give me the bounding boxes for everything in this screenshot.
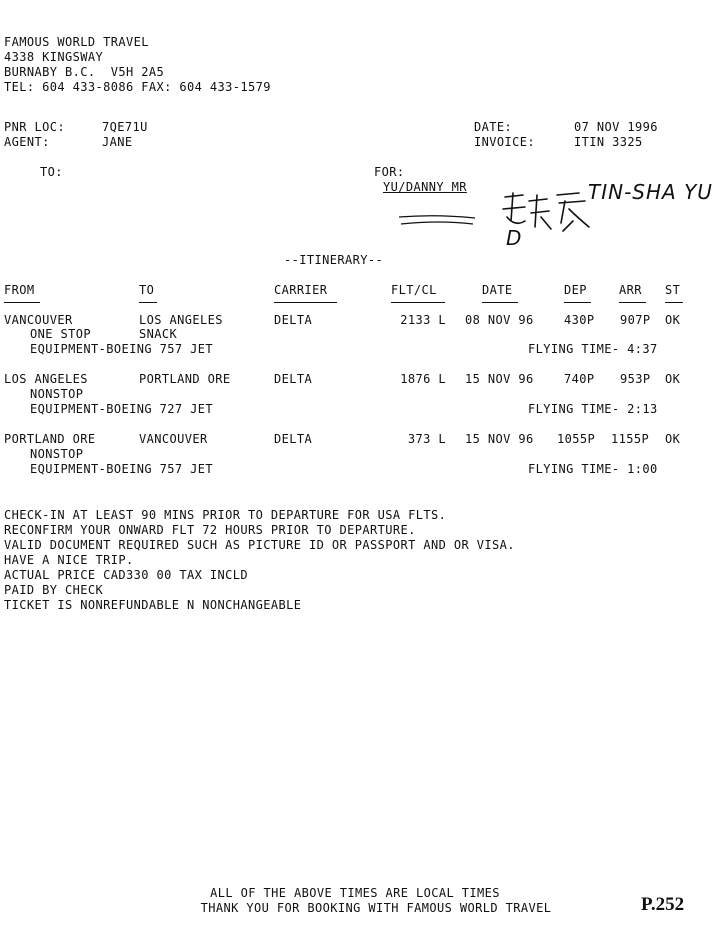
col-to: TO bbox=[139, 283, 155, 297]
col-from: FROM bbox=[4, 283, 35, 297]
segment-2-stops: NONSTOP bbox=[30, 387, 84, 401]
segment-3-status: OK bbox=[665, 432, 681, 446]
to-label: TO: bbox=[40, 165, 63, 179]
segment-1-from: VANCOUVER bbox=[4, 313, 73, 327]
remark-line: PAID BY CHECK bbox=[4, 583, 104, 597]
segment-1-flying-time: FLYING TIME- 4:37 bbox=[528, 342, 658, 356]
segment-1-to: LOS ANGELES bbox=[139, 313, 223, 327]
col-dep: DEP bbox=[564, 283, 587, 297]
remark-line: TICKET IS NONREFUNDABLE N NONCHANGEABLE bbox=[4, 598, 302, 612]
segment-2-date: 15 NOV 96 bbox=[465, 372, 534, 386]
remark-line: ACTUAL PRICE CAD330 00 TAX INCLD bbox=[4, 568, 248, 582]
segment-2-equipment: EQUIPMENT-BOEING 727 JET bbox=[30, 402, 213, 416]
invoice-value: ITIN 3325 bbox=[574, 135, 643, 149]
agent-label: AGENT: bbox=[4, 135, 50, 149]
handwritten-name: TIN-SHA YU bbox=[588, 180, 713, 204]
for-label: FOR: bbox=[374, 165, 405, 179]
segment-2-arr: 953P bbox=[620, 372, 651, 386]
col-carrier-rule bbox=[274, 302, 337, 303]
remark-line: CHECK-IN AT LEAST 90 MINS PRIOR TO DEPARTURE FOR USA FLTS. bbox=[4, 508, 447, 522]
col-carrier: CARRIER bbox=[274, 283, 328, 297]
segment-1-date: 08 NOV 96 bbox=[465, 313, 534, 327]
segment-1-equipment: EQUIPMENT-BOEING 757 JET bbox=[30, 342, 213, 356]
footer-local-times: ALL OF THE ABOVE TIMES ARE LOCAL TIMES bbox=[210, 886, 500, 900]
segment-1-status: OK bbox=[665, 313, 681, 327]
segment-1-meal: SNACK bbox=[139, 327, 178, 341]
segment-2-dep: 740P bbox=[564, 372, 595, 386]
col-from-rule bbox=[4, 302, 40, 303]
col-st: ST bbox=[665, 283, 681, 297]
remark-line: RECONFIRM YOUR ONWARD FLT 72 HOURS PRIOR TO DEPARTURE. bbox=[4, 523, 416, 537]
segment-1-dep: 430P bbox=[564, 313, 595, 327]
segment-3-from: PORTLAND ORE bbox=[4, 432, 96, 446]
agency-city: BURNABY B.C. V5H 2A5 bbox=[4, 65, 165, 79]
col-arr: ARR bbox=[619, 283, 642, 297]
itinerary-title: --ITINERARY-- bbox=[284, 253, 384, 267]
pnr-label: PNR LOC: bbox=[4, 120, 65, 134]
agency-phones: TEL: 604 433-8086 FAX: 604 433-1579 bbox=[4, 80, 271, 94]
col-date: DATE bbox=[482, 283, 513, 297]
segment-2-carrier: DELTA bbox=[274, 372, 313, 386]
segment-3-date: 15 NOV 96 bbox=[465, 432, 534, 446]
segment-2-flight: 1876 L bbox=[400, 372, 446, 386]
segment-3-dep: 1055P bbox=[557, 432, 596, 446]
page-number: P.252 bbox=[641, 894, 685, 915]
date-label: DATE: bbox=[474, 120, 513, 134]
footer-thank-you: THANK YOU FOR BOOKING WITH FAMOUS WORLD TRAVEL bbox=[200, 901, 552, 915]
segment-1-flight: 2133 L bbox=[400, 313, 446, 327]
col-st-rule bbox=[665, 302, 683, 303]
col-flt-rule bbox=[391, 302, 445, 303]
col-flt: FLT/CL bbox=[391, 283, 437, 297]
segment-3-carrier: DELTA bbox=[274, 432, 313, 446]
col-dep-rule bbox=[564, 302, 591, 303]
handwritten-initial: D bbox=[506, 226, 523, 250]
segment-1-arr: 907P bbox=[620, 313, 651, 327]
segment-2-status: OK bbox=[665, 372, 681, 386]
date-value: 07 NOV 1996 bbox=[574, 120, 658, 134]
col-date-rule bbox=[482, 302, 518, 303]
remark-line: VALID DOCUMENT REQUIRED SUCH AS PICTURE ID OR PASSPORT AND OR VISA. bbox=[4, 538, 515, 552]
segment-3-equipment: EQUIPMENT-BOEING 757 JET bbox=[30, 462, 213, 476]
segment-2-from: LOS ANGELES bbox=[4, 372, 88, 386]
invoice-label: INVOICE: bbox=[474, 135, 535, 149]
segment-2-flying-time: FLYING TIME- 2:13 bbox=[528, 402, 658, 416]
agent-value: JANE bbox=[102, 135, 133, 149]
handwritten-underline bbox=[382, 198, 462, 212]
agency-name: FAMOUS WORLD TRAVEL bbox=[4, 35, 149, 49]
passenger-name: YU/DANNY MR bbox=[383, 180, 467, 194]
segment-1-carrier: DELTA bbox=[274, 313, 313, 327]
pnr-value: 7QE71U bbox=[102, 120, 148, 134]
col-arr-rule bbox=[619, 302, 646, 303]
segment-3-stops: NONSTOP bbox=[30, 447, 84, 461]
segment-3-flight: 373 L bbox=[407, 432, 446, 446]
segment-3-to: VANCOUVER bbox=[139, 432, 208, 446]
col-to-rule bbox=[139, 302, 157, 303]
handwritten-chinese-signature-icon bbox=[484, 172, 580, 220]
agency-street: 4338 KINGSWAY bbox=[4, 50, 104, 64]
remark-line: HAVE A NICE TRIP. bbox=[4, 553, 134, 567]
segment-3-arr: 1155P bbox=[611, 432, 650, 446]
segment-3-flying-time: FLYING TIME- 1:00 bbox=[528, 462, 658, 476]
segment-2-to: PORTLAND ORE bbox=[139, 372, 231, 386]
segment-1-stops: ONE STOP bbox=[30, 327, 91, 341]
